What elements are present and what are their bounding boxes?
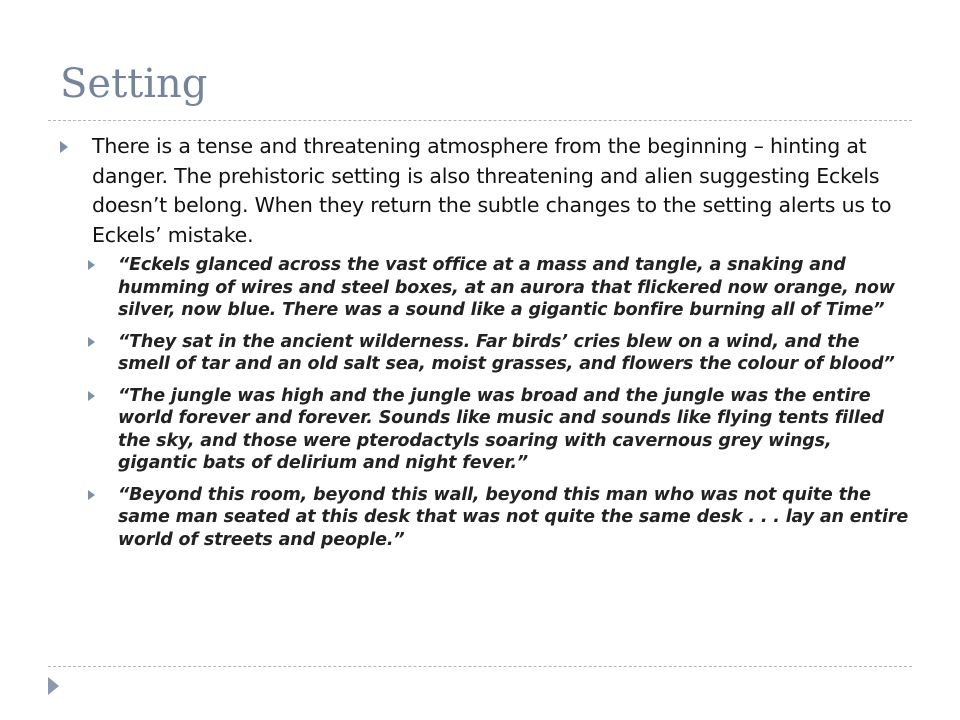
quote-text: “They sat in the ancient wilderness. Far birds’ cries blew on a wind, and the smell of tar and an old salt sea, moist grasses, and flowers the colour of blood” xyxy=(118,331,895,374)
triangle-corner-icon xyxy=(48,677,59,695)
slide-title: Setting xyxy=(60,61,208,107)
triangle-bullet-icon xyxy=(88,260,95,270)
main-bullet xyxy=(60,132,910,250)
top-divider xyxy=(48,120,912,121)
quote-text: “Beyond this room, beyond this wall, beyond this man who was not quite the same man seated at this desk that was not quite the same desk . . . lay an entire world of streets and people.” xyxy=(118,484,909,550)
quote-item xyxy=(86,331,910,376)
main-bullet-text: There is a tense and threatening atmosphere from the beginning – hinting at danger. The prehistoric setting is also threatening and alien suggesting Eckels doesn’t belong. When they return the subtle changes to the setting alerts us to Eckels’ mistake. xyxy=(92,134,892,247)
quote-list xyxy=(60,254,910,551)
triangle-bullet-icon xyxy=(60,141,68,153)
triangle-bullet-icon xyxy=(88,490,95,500)
quote-text: “Eckels glanced across the vast office at a mass and tangle, a snaking and humming of wires and steel boxes, at an aurora that flickered now orange, now silver, now blue. There was a sound like a gigantic bonfire burning all of Time” xyxy=(118,255,895,320)
quote-text: “The jungle was high and the jungle was broad and the jungle was the entire world forever and forever. Sounds like music and sounds like flying tents filled the sky, and those were pterodactyls soaring with cavernous grey wings, gigantic bats of delirium and night fever.” xyxy=(118,385,884,473)
bottom-divider xyxy=(48,666,912,667)
quote-item xyxy=(86,484,910,552)
quote-item xyxy=(86,385,910,475)
quote-item xyxy=(86,254,910,322)
triangle-bullet-icon xyxy=(88,337,95,347)
slide-content xyxy=(60,132,910,560)
triangle-bullet-icon xyxy=(88,391,95,401)
